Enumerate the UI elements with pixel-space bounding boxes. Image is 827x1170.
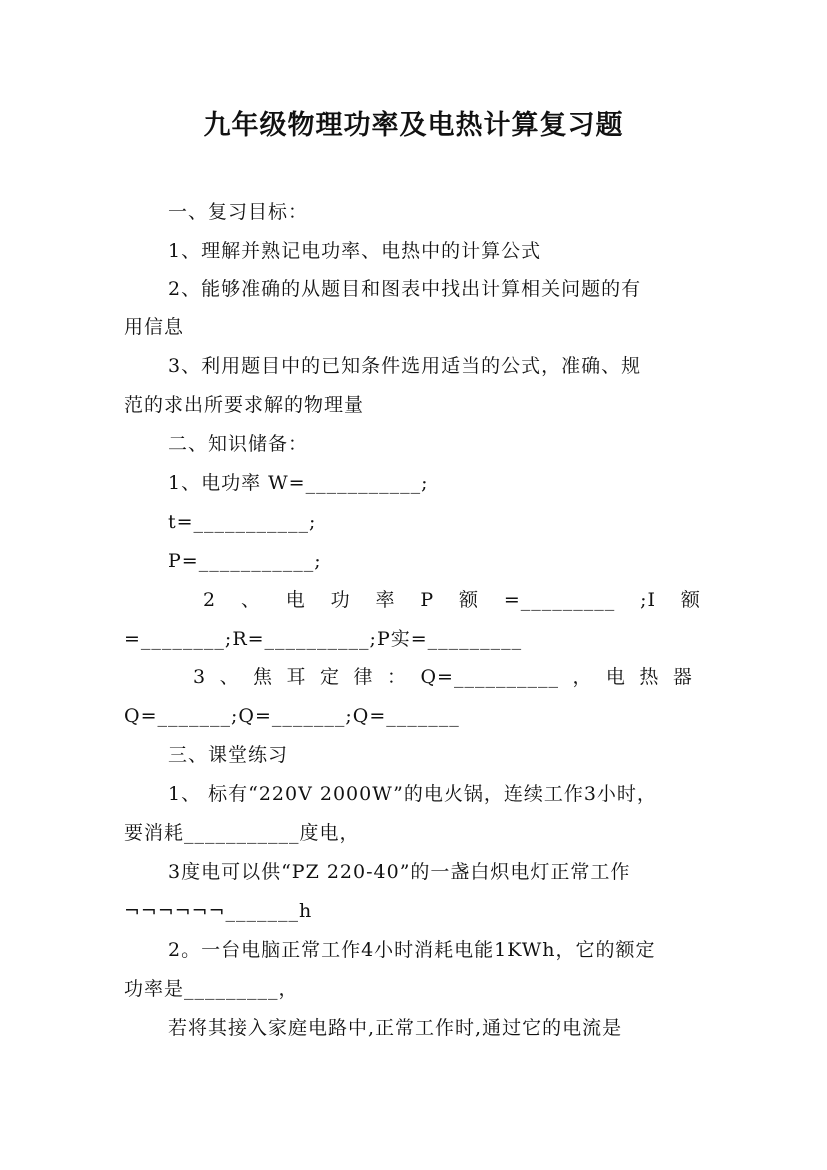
- token: 率: [375, 589, 396, 611]
- token: 功: [330, 589, 351, 611]
- token: 2: [203, 589, 217, 611]
- section-heading-goals: 一、复习目标：: [168, 201, 309, 223]
- token: 焦: [253, 666, 274, 688]
- knowledge-item-3: [193, 665, 693, 689]
- section-heading-practice: 三、课堂练习: [168, 744, 289, 766]
- page-title: 九年级物理功率及电热计算复习题: [203, 110, 624, 141]
- token: =_________: [503, 589, 616, 611]
- knowledge-item-1-p: P=___________;: [168, 550, 322, 572]
- practice-item-1: 1、 标有“220V 2000W”的电火锅，连续工作3小时，: [168, 783, 657, 805]
- section-heading-knowledge: 二、知识储备：: [168, 433, 309, 455]
- practice-item-1-lamp: 3度电可以供“PZ 220-40”的一盏白炽电灯正常工作: [168, 861, 631, 883]
- knowledge-item-2-cont: =________;R=__________;P实=_________: [124, 628, 523, 650]
- token: ，: [572, 666, 593, 688]
- knowledge-item-1-t: t=___________;: [168, 511, 317, 533]
- goal-item-3: 3、利用题目中的已知条件选用适当的公式，准确、规: [168, 355, 642, 377]
- token: ;I: [640, 589, 657, 611]
- goal-item-2: 2、能够准确的从题目和图表中找出计算相关问题的有: [168, 278, 642, 300]
- practice-item-1-lamp-cont: ¬¬¬¬¬¬_______h: [124, 900, 313, 922]
- goal-item-2-cont: 用信息: [124, 316, 185, 338]
- token: Q=__________: [420, 666, 559, 688]
- token: 定: [320, 666, 341, 688]
- token: 电: [605, 666, 626, 688]
- token: P: [420, 589, 435, 611]
- token: 额: [680, 589, 701, 611]
- token: 、: [219, 666, 240, 688]
- token: 额: [459, 589, 480, 611]
- knowledge-item-2: [203, 588, 701, 612]
- knowledge-item-1: 1、电功率 W=___________;: [168, 472, 429, 494]
- practice-item-2-current: 若将其接入家庭电路中,正常工作时,通过它的电流是: [168, 1017, 623, 1039]
- practice-item-1-cont: 要消耗___________度电，: [124, 822, 360, 844]
- knowledge-item-3-cont: Q=_______;Q=_______;Q=_______: [124, 705, 460, 727]
- token: ：: [386, 666, 407, 688]
- practice-item-2-cont: 功率是_________，: [124, 978, 299, 1000]
- token: 、: [240, 589, 261, 611]
- token: 热: [639, 666, 660, 688]
- goal-item-3-cont: 范的求出所要求解的物理量: [124, 394, 365, 416]
- goal-item-1: 1、理解并熟记电功率、电热中的计算公式: [168, 240, 542, 262]
- token: 电: [285, 589, 306, 611]
- practice-item-2: 2。一台电脑正常工作4小时消耗电能1KWh，它的额定: [168, 939, 656, 961]
- token: 3: [193, 666, 207, 688]
- token: 耳: [286, 666, 307, 688]
- token: 器: [672, 666, 693, 688]
- token: 律: [353, 666, 374, 688]
